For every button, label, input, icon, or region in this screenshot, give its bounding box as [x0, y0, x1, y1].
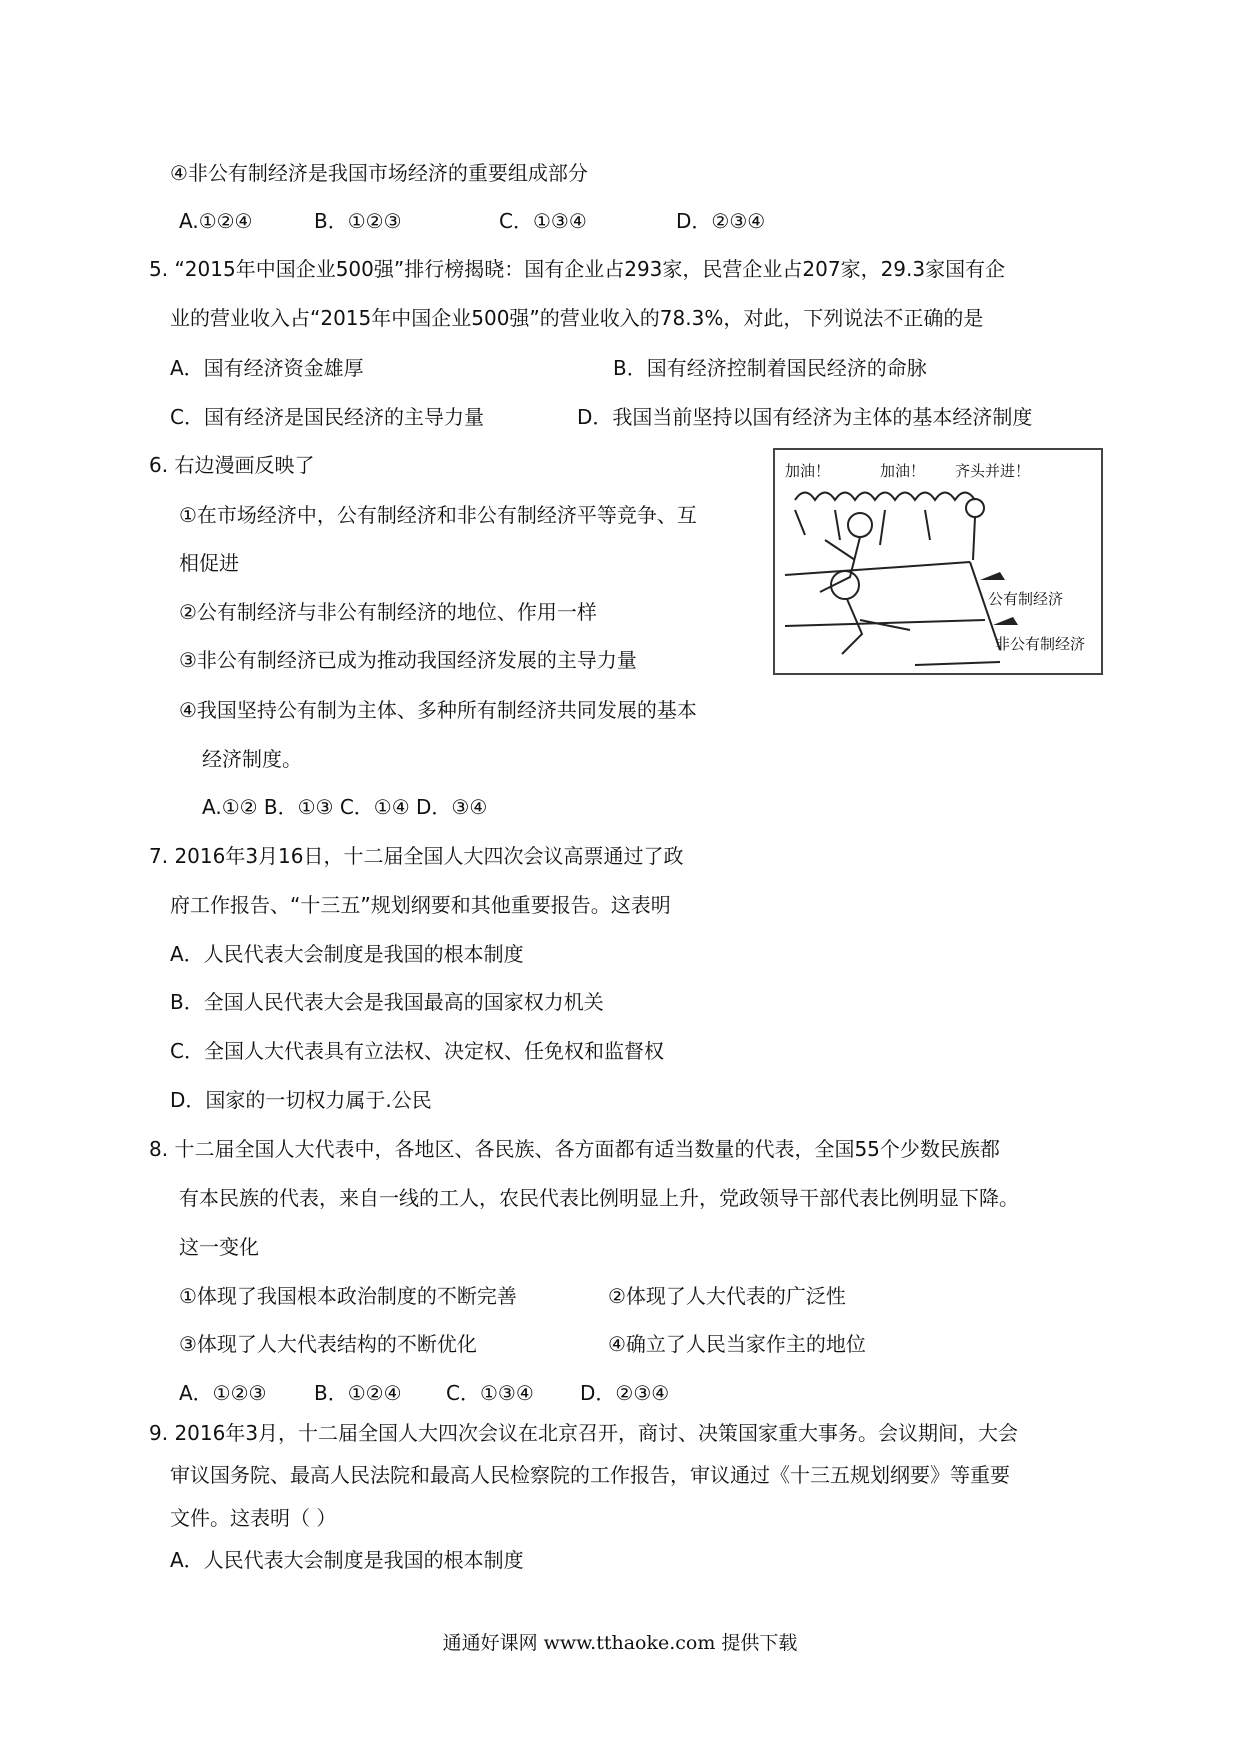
cartoon-lane-public: 公有制经济	[988, 590, 1064, 608]
q8-item-2: ②体现了人大代表的广泛性	[608, 1284, 846, 1308]
q4-option-d: D．②③④	[676, 209, 766, 233]
q8-stem-1: 8. 十二届全国人大代表中，各地区、各民族、各方面都有适当数量的代表，全国55个少数民族都	[149, 1137, 1000, 1161]
q6-item-3: ③非公有制经济已成为推动我国经济发展的主导力量	[179, 648, 637, 672]
cartoon-cheer-3: 齐头并进！	[955, 462, 1031, 480]
page-footer: 通通好课网 www.tthaoke.com 提供下载	[442, 1632, 798, 1654]
q6-stem: 6. 右边漫画反映了	[149, 453, 315, 477]
q7-option-b: B．全国人民代表大会是我国最高的国家权力机关	[170, 990, 604, 1014]
q8-item-1: ①体现了我国根本政治制度的不断完善	[179, 1284, 517, 1308]
q6-item-1: ①在市场经济中，公有制经济和非公有制经济平等竞争、互	[179, 503, 697, 527]
cartoon-cheer-1: 加油！	[785, 462, 831, 480]
q5-stem-1: 5. “2015年中国企业500强”排行榜揭晓：国有企业占293家，民营企业占207家，29.3家国有企	[149, 257, 1006, 281]
q7-stem-1: 7. 2016年3月16日，十二届全国人大四次会议高票通过了政	[149, 844, 684, 868]
q5-option-a: A．国有经济资金雄厚	[170, 356, 364, 380]
q8-option-c: C．①③④	[446, 1381, 534, 1405]
q6-item-4: ④我国坚持公有制为主体、多种所有制经济共同发展的基本	[179, 698, 697, 722]
q9-stem-1: 9. 2016年3月，十二届全国人大四次会议在北京召开，商讨、决策国家重大事务。会议期间，大会	[149, 1421, 1019, 1445]
q6-item-4-cont: 经济制度。	[202, 747, 302, 771]
q5-option-d: D．我国当前坚持以国有经济为主体的基本经济制度	[577, 405, 1033, 429]
q7-option-d: D．国家的一切权力属于.公民	[170, 1088, 432, 1112]
q5-option-c: C．国有经济是国民经济的主导力量	[170, 405, 484, 429]
q6-options: A.①② B．①③ C．①④ D．③④	[202, 795, 488, 819]
q8-option-b: B．①②④	[314, 1381, 402, 1405]
q8-stem-2: 有本民族的代表，来自一线的工人，农民代表比例明显上升，党政领导干部代表比例明显下降。	[179, 1186, 1019, 1210]
q6-item-1-cont: 相促进	[179, 551, 239, 575]
q9-stem-2: 审议国务院、最高人民法院和最高人民检察院的工作报告，审议通过《十三五规划纲要》等重要	[170, 1463, 1010, 1487]
q8-option-d: D．②③④	[580, 1381, 670, 1405]
q4-option-c: C．①③④	[499, 209, 587, 233]
q8-item-3: ③体现了人大代表结构的不断优化	[179, 1332, 477, 1356]
q4-option-b: B．①②③	[314, 209, 402, 233]
q8-item-4: ④确立了人民当家作主的地位	[608, 1332, 866, 1356]
q8-stem-3: 这一变化	[179, 1235, 259, 1259]
cartoon-lane-nonpublic: 非公有制经济	[995, 635, 1086, 653]
q6-item-2: ②公有制经济与非公有制经济的地位、作用一样	[179, 600, 597, 624]
cartoon-cheer-2: 加油！	[880, 462, 926, 480]
q9-stem-3: 文件。这表明（ ）	[170, 1506, 337, 1530]
q4-item-4: ④非公有制经济是我国市场经济的重要组成部分	[170, 161, 588, 185]
q7-option-a: A．人民代表大会制度是我国的根本制度	[170, 942, 524, 966]
q9-option-a: A．人民代表大会制度是我国的根本制度	[170, 1548, 524, 1572]
cartoon-image	[773, 448, 1103, 675]
q7-option-c: C．全国人大代表具有立法权、决定权、任免权和监督权	[170, 1039, 664, 1063]
q5-stem-2: 业的营业收入占“2015年中国企业500强”的营业收入的78.3%，对此，下列说法不正确的是	[170, 306, 984, 330]
q8-option-a: A．①②③	[179, 1381, 267, 1405]
q5-option-b: B．国有经济控制着国民经济的命脉	[613, 356, 927, 380]
q4-option-a: A.①②④	[179, 209, 253, 233]
q7-stem-2: 府工作报告、“十三五”规划纲要和其他重要报告。这表明	[170, 893, 671, 917]
